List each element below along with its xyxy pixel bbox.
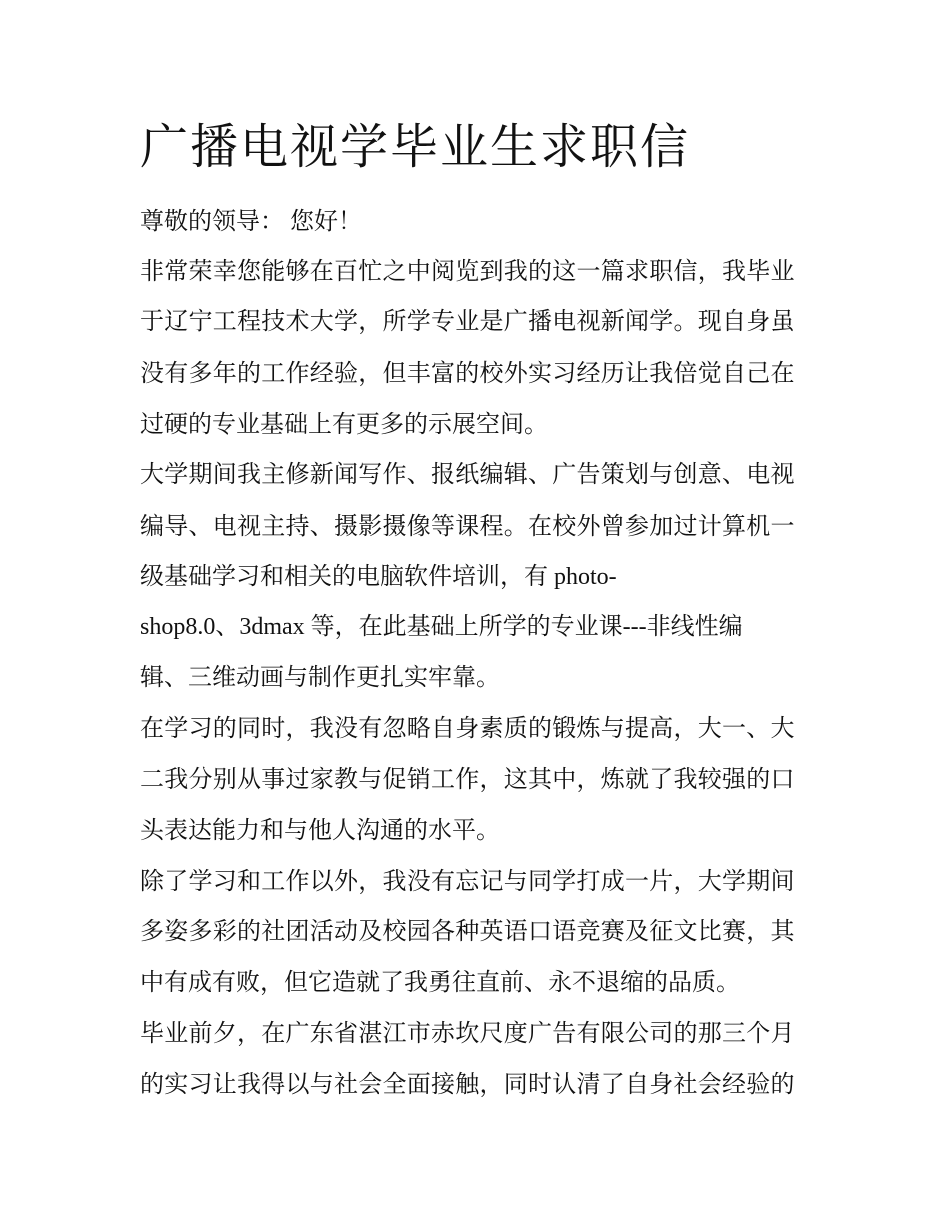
body-line: 多姿多彩的社团活动及校园各种英语口语竞赛及征文比赛，其 (140, 919, 795, 945)
body-line: 于辽宁工程技术大学，所学专业是广播电视新闻学。现自身虽 (140, 309, 795, 335)
body-line: 二我分别从事过家教与促销工作，这其中，炼就了我较强的口 (140, 767, 795, 793)
body-line: 没有多年的工作经验，但丰富的校外实习经历让我倍觉自己在 (140, 361, 795, 387)
salutation-line: 尊敬的领导： 您好！ (140, 209, 362, 235)
body-line: 级基础学习和相关的电脑软件培训，有 photo- (140, 564, 617, 590)
body-line: 过硬的专业基础上有更多的示展空间。 (140, 412, 548, 438)
body-line: 辑、三维动画与制作更扎实牢靠。 (140, 665, 500, 691)
body-line: 除了学习和工作以外，我没有忘记与同学打成一片，大学期间 (140, 869, 795, 895)
body-line: 头表达能力和与他人沟通的水平。 (140, 818, 500, 844)
body-line: shop8.0、3dmax 等，在此基础上所学的专业课---非线性编 (140, 614, 743, 640)
body-line: 在学习的同时，我没有忽略自身素质的锻炼与提高，大一、大 (140, 716, 795, 742)
document-title: 广播电视学毕业生求职信 (140, 119, 691, 175)
body-line: 毕业前夕，在广东省湛江市赤坎尺度广告有限公司的那三个月 (140, 1021, 795, 1047)
body-line: 大学期间我主修新闻写作、报纸编辑、广告策划与创意、电视 (140, 462, 795, 488)
body-line: 中有成有败，但它造就了我勇往直前、永不退缩的品质。 (140, 970, 740, 996)
body-line: 编导、电视主持、摄影摄像等课程。在校外曾参加过计算机一 (140, 514, 795, 540)
body-line: 非常荣幸您能够在百忙之中阅览到我的这一篇求职信，我毕业 (140, 259, 795, 285)
body-line: 的实习让我得以与社会全面接触，同时认清了自身社会经验的 (140, 1072, 795, 1098)
